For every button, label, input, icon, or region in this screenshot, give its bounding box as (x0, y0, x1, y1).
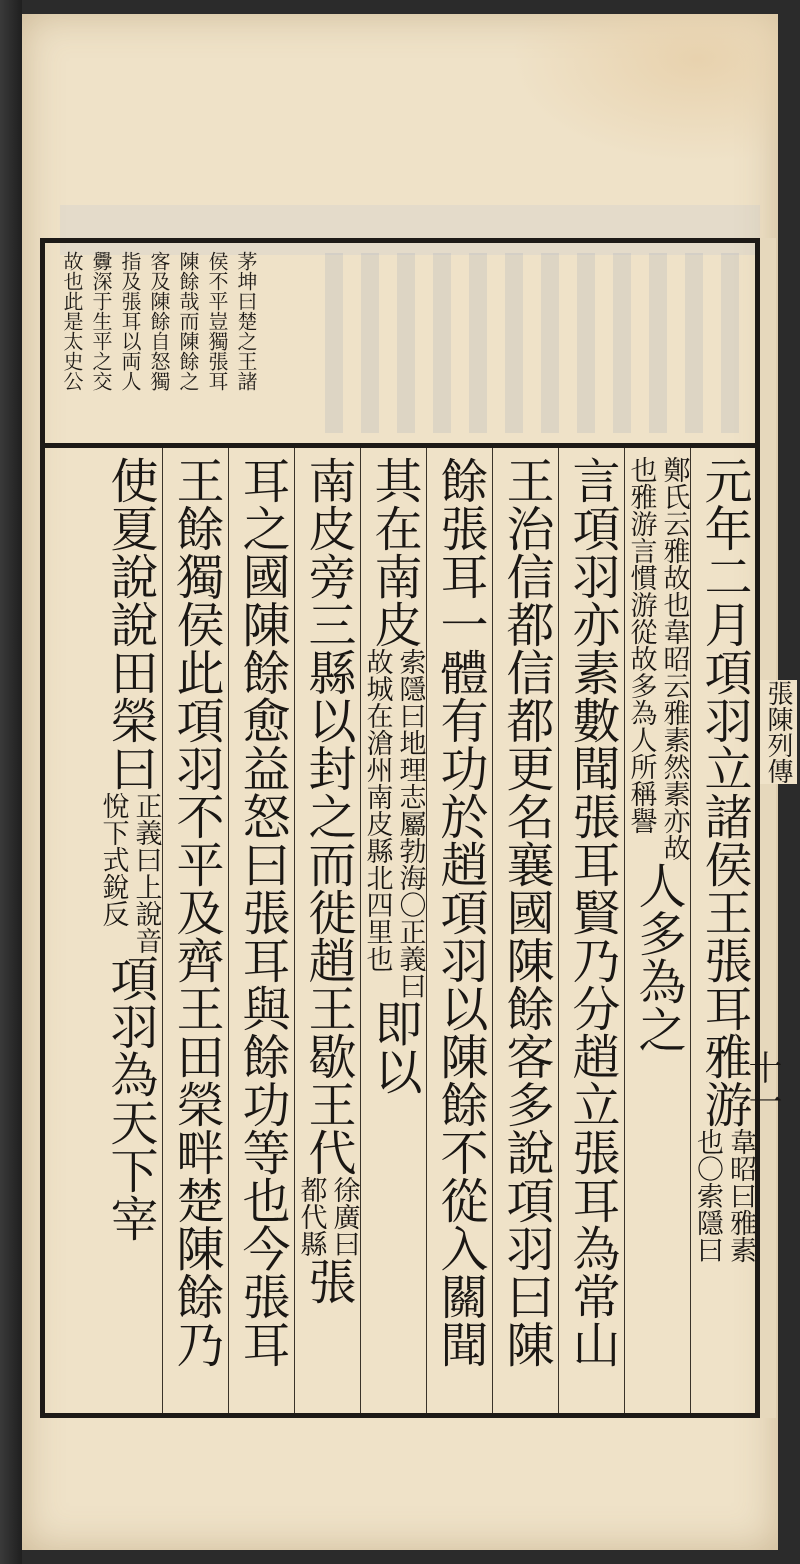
main-text-run: 張 (300, 1257, 356, 1305)
inline-note (691, 1128, 757, 1263)
commentary-line: 茅坤曰楚之王諸 (234, 251, 258, 391)
text-column (97, 448, 163, 1413)
page-stain (510, 14, 778, 164)
inline-note (295, 1176, 361, 1257)
note-left: 也〇索隱曰 (692, 1128, 723, 1263)
main-text-run: 言項羽亦素數聞張耳賢乃分趙立張耳為常山 (564, 456, 620, 1368)
main-text-run: 項羽為天下宰 (102, 954, 158, 1242)
bleed-through-commentary (325, 253, 745, 433)
inline-note (97, 792, 163, 954)
text-column (559, 448, 625, 1413)
commentary-line: 故也此是太史公 (60, 251, 84, 391)
main-text-run: 王餘獨侯此項羽不平及齊王田榮畔楚陳餘乃 (168, 456, 224, 1368)
main-text-run: 即以 (366, 999, 422, 1095)
main-text-run: 人多為之 (630, 861, 686, 1053)
main-text-run: 耳之國陳餘愈益怒曰張耳與餘功等也今張耳 (234, 456, 290, 1368)
note-right: 韋昭曰雅素 (725, 1128, 756, 1263)
note-right: 正義曰上說音 (130, 792, 162, 954)
main-text-run: 南皮旁三縣以封之而徙趙王歇王代 (300, 456, 356, 1176)
main-text-run: 其在南皮 (366, 456, 422, 648)
main-text-run: 使夏說說田榮曰 (102, 456, 158, 792)
main-text-run: 王治信都信都更名襄國陳餘客多說項羽曰陳 (498, 456, 554, 1368)
text-column (691, 448, 757, 1413)
text-column (427, 448, 493, 1413)
commentary-line: 釁深于生平之交 (89, 251, 113, 391)
note-right: 索隱曰地理志屬勃海〇正義曰 (394, 648, 426, 999)
text-column (295, 448, 361, 1413)
note-left: 都代縣 (295, 1176, 327, 1257)
fore-edge-margin (760, 238, 776, 1418)
commentary-line: 客及陳餘自怒獨 (147, 251, 171, 391)
page-number: 十一 (742, 1050, 782, 1118)
main-text (61, 448, 757, 1413)
text-frame (40, 238, 760, 1418)
text-column (493, 448, 559, 1413)
main-text-run: 元年二月項羽立諸侯王張耳雅游 (696, 456, 752, 1128)
commentary-line: 指及張耳以両人 (118, 251, 142, 391)
commentary-line: 侯不平豈獨張耳 (205, 251, 229, 391)
note-right: 徐廣曰 (328, 1176, 360, 1257)
inline-note (361, 648, 427, 999)
note-left: 也雅游言慣游從故多為人所稱譽 (625, 456, 657, 834)
book-spine (0, 0, 22, 1564)
text-column (361, 448, 427, 1413)
note-left: 悅下式銳反 (97, 792, 129, 927)
note-left: 故城在滄州南皮縣北四里也 (361, 648, 393, 972)
commentary-block (59, 251, 258, 441)
inline-note (625, 456, 691, 861)
running-title: 張陳列傳 (760, 680, 797, 784)
text-column (229, 448, 295, 1413)
commentary-line: 陳餘哉而陳餘之 (176, 251, 200, 391)
text-column (625, 448, 691, 1413)
main-text-run: 餘張耳一體有功於趙項羽以陳餘不從入關聞 (432, 456, 488, 1368)
text-column (163, 448, 229, 1413)
note-right: 鄭氏云雅故也韋昭云雅素然素亦故 (658, 456, 690, 861)
commentary-register (45, 243, 755, 448)
